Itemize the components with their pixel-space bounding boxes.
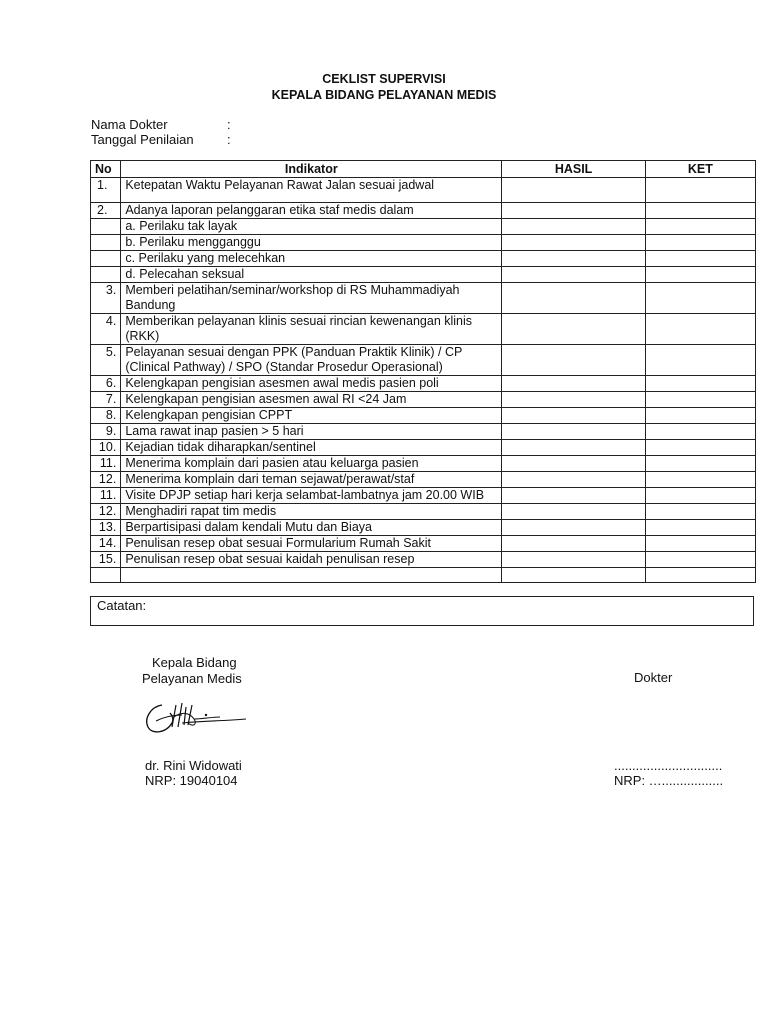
hasil-cell[interactable] xyxy=(502,235,646,251)
header-indikator: Indikator xyxy=(121,161,502,178)
header-no: No xyxy=(91,161,121,178)
hasil-cell[interactable] xyxy=(502,251,646,267)
row-number: 12. xyxy=(91,472,121,488)
row-number: 2. xyxy=(91,203,121,219)
row-number: 14. xyxy=(91,536,121,552)
hasil-cell[interactable] xyxy=(502,520,646,536)
row-indicator: Menghadiri rapat tim medis xyxy=(121,504,502,520)
hasil-cell[interactable] xyxy=(502,345,646,376)
hasil-cell[interactable] xyxy=(502,392,646,408)
hasil-cell[interactable] xyxy=(502,178,646,203)
table-row xyxy=(91,219,756,235)
hasil-cell[interactable] xyxy=(502,314,646,345)
hasil-cell[interactable] xyxy=(502,376,646,392)
hasil-cell[interactable] xyxy=(502,488,646,504)
row-indicator: Pelayanan sesuai dengan PPK (Panduan Praktik Klinik) / CP (Clinical Pathway) / SPO (Standar Prosedur Operasional) xyxy=(121,345,502,376)
ket-cell[interactable] xyxy=(645,314,755,345)
row-number: 5. xyxy=(91,345,121,376)
ket-cell[interactable] xyxy=(645,267,755,283)
row-number: 6. xyxy=(91,376,121,392)
catatan-label: Catatan: xyxy=(97,598,147,613)
field-nama-dokter xyxy=(91,117,231,132)
table-row xyxy=(91,408,756,424)
row-sub-indicator: c. Perilaku yang melecehkan xyxy=(121,251,502,267)
row-indicator: Kejadian tidak diharapkan/sentinel xyxy=(121,440,502,456)
row-number: 11. xyxy=(91,456,121,472)
ket-cell[interactable] xyxy=(645,472,755,488)
row-number: 12. xyxy=(91,504,121,520)
ket-cell[interactable] xyxy=(645,283,755,314)
left-title-line1: Kepala Bidang xyxy=(152,655,237,670)
hasil-cell[interactable] xyxy=(502,424,646,440)
row-number: 15. xyxy=(91,552,121,568)
hasil-cell[interactable] xyxy=(502,456,646,472)
table-row xyxy=(91,376,756,392)
table-row-empty xyxy=(91,568,756,583)
header-ket: KET xyxy=(645,161,755,178)
hasil-cell[interactable] xyxy=(502,552,646,568)
left-title-line2: Pelayanan Medis xyxy=(142,671,242,686)
table-row xyxy=(91,424,756,440)
hasil-cell[interactable] xyxy=(502,440,646,456)
hasil-cell[interactable] xyxy=(502,219,646,235)
table-row xyxy=(91,456,756,472)
header-hasil: HASIL xyxy=(502,161,646,178)
table-header-row xyxy=(91,161,756,178)
hasil-cell[interactable] xyxy=(502,408,646,424)
field-label: Nama Dokter xyxy=(91,117,168,132)
table-row xyxy=(91,536,756,552)
ket-cell[interactable] xyxy=(645,552,755,568)
row-number: 9. xyxy=(91,424,121,440)
table-row xyxy=(91,392,756,408)
hasil-cell[interactable] xyxy=(502,203,646,219)
row-indicator: Memberikan pelayanan klinis sesuai rincian kewenangan klinis (RKK) xyxy=(121,314,502,345)
table-row xyxy=(91,345,756,376)
field-separator: : xyxy=(227,117,231,132)
row-sub-indicator: b. Perilaku mengganggu xyxy=(121,235,502,251)
row-number: 11. xyxy=(91,488,121,504)
row-indicator: Berpartisipasi dalam kendali Mutu dan Biaya xyxy=(121,520,502,536)
ket-cell[interactable] xyxy=(645,203,755,219)
row-indicator: Ketepatan Waktu Pelayanan Rawat Jalan sesuai jadwal xyxy=(121,178,502,203)
hasil-cell[interactable] xyxy=(502,267,646,283)
row-indicator: Kelengkapan pengisian asesmen awal RI <24 Jam xyxy=(121,392,502,408)
hasil-cell[interactable] xyxy=(502,536,646,552)
document-title: CEKLIST SUPERVISI xyxy=(322,72,446,86)
ket-cell[interactable] xyxy=(645,251,755,267)
row-number: 7. xyxy=(91,392,121,408)
signer-nrp: NRP: 19040104 xyxy=(145,773,238,788)
field-label: Tanggal Penilaian xyxy=(91,132,194,147)
row-indicator: Penulisan resep obat sesuai kaidah penulisan resep xyxy=(121,552,502,568)
ket-cell[interactable] xyxy=(645,376,755,392)
table-row xyxy=(91,251,756,267)
row-indicator: Menerima komplain dari teman sejawat/perawat/staf xyxy=(121,472,502,488)
table-row xyxy=(91,488,756,504)
doctor-nrp-blank[interactable]: NRP: …................. xyxy=(614,773,724,788)
row-number: 8. xyxy=(91,408,121,424)
ket-cell[interactable] xyxy=(645,392,755,408)
catatan-box[interactable] xyxy=(90,596,754,626)
table-row xyxy=(91,314,756,345)
row-indicator: Penulisan resep obat sesuai Formularium Rumah Sakit xyxy=(121,536,502,552)
hasil-cell[interactable] xyxy=(502,472,646,488)
ket-cell[interactable] xyxy=(645,520,755,536)
field-separator: : xyxy=(227,132,231,147)
row-sub-indicator: a. Perilaku tak layak xyxy=(121,219,502,235)
field-tanggal-penilaian xyxy=(91,132,231,147)
handwritten-signature xyxy=(142,697,248,741)
row-indicator: Menerima komplain dari pasien atau keluarga pasien xyxy=(121,456,502,472)
table-row xyxy=(91,504,756,520)
row-indicator: Kelengkapan pengisian CPPT xyxy=(121,408,502,424)
ket-cell[interactable] xyxy=(645,345,755,376)
ket-cell[interactable] xyxy=(645,488,755,504)
checklist-table xyxy=(90,160,756,583)
doctor-name-blank[interactable]: .............................. xyxy=(614,758,723,773)
table-row xyxy=(91,178,756,203)
table-row xyxy=(91,552,756,568)
table-row xyxy=(91,440,756,456)
row-indicator: Lama rawat inap pasien > 5 hari xyxy=(121,424,502,440)
signer-name: dr. Rini Widowati xyxy=(145,758,242,773)
table-row xyxy=(91,520,756,536)
table-row xyxy=(91,235,756,251)
row-indicator: Visite DPJP setiap hari kerja selambat-lambatnya jam 20.00 WIB xyxy=(121,488,502,504)
ket-cell[interactable] xyxy=(645,235,755,251)
table-row xyxy=(91,472,756,488)
hasil-cell[interactable] xyxy=(502,504,646,520)
document-subtitle: KEPALA BIDANG PELAYANAN MEDIS xyxy=(271,88,497,102)
row-number: 3. xyxy=(91,283,121,314)
row-number: 1. xyxy=(91,178,121,203)
row-indicator: Memberi pelatihan/seminar/workshop di RS Muhammadiyah Bandung xyxy=(121,283,502,314)
row-indicator: Adanya laporan pelanggaran etika staf medis dalam xyxy=(121,203,502,219)
ket-cell[interactable] xyxy=(645,440,755,456)
row-indicator: Kelengkapan pengisian asesmen awal medis pasien poli xyxy=(121,376,502,392)
row-number: 13. xyxy=(91,520,121,536)
table-row xyxy=(91,203,756,219)
table-row xyxy=(91,283,756,314)
ket-cell[interactable] xyxy=(645,408,755,424)
table-row xyxy=(91,267,756,283)
ket-cell[interactable] xyxy=(645,178,755,203)
ket-cell[interactable] xyxy=(645,424,755,440)
ket-cell[interactable] xyxy=(645,536,755,552)
row-sub-indicator: d. Pelecahan seksual xyxy=(121,267,502,283)
ket-cell[interactable] xyxy=(645,456,755,472)
row-number: 4. xyxy=(91,314,121,345)
row-number: 10. xyxy=(91,440,121,456)
signature-right-title: Dokter xyxy=(634,670,673,685)
signature-left-title xyxy=(142,655,242,687)
hasil-cell[interactable] xyxy=(502,283,646,314)
ket-cell[interactable] xyxy=(645,504,755,520)
ket-cell[interactable] xyxy=(645,219,755,235)
